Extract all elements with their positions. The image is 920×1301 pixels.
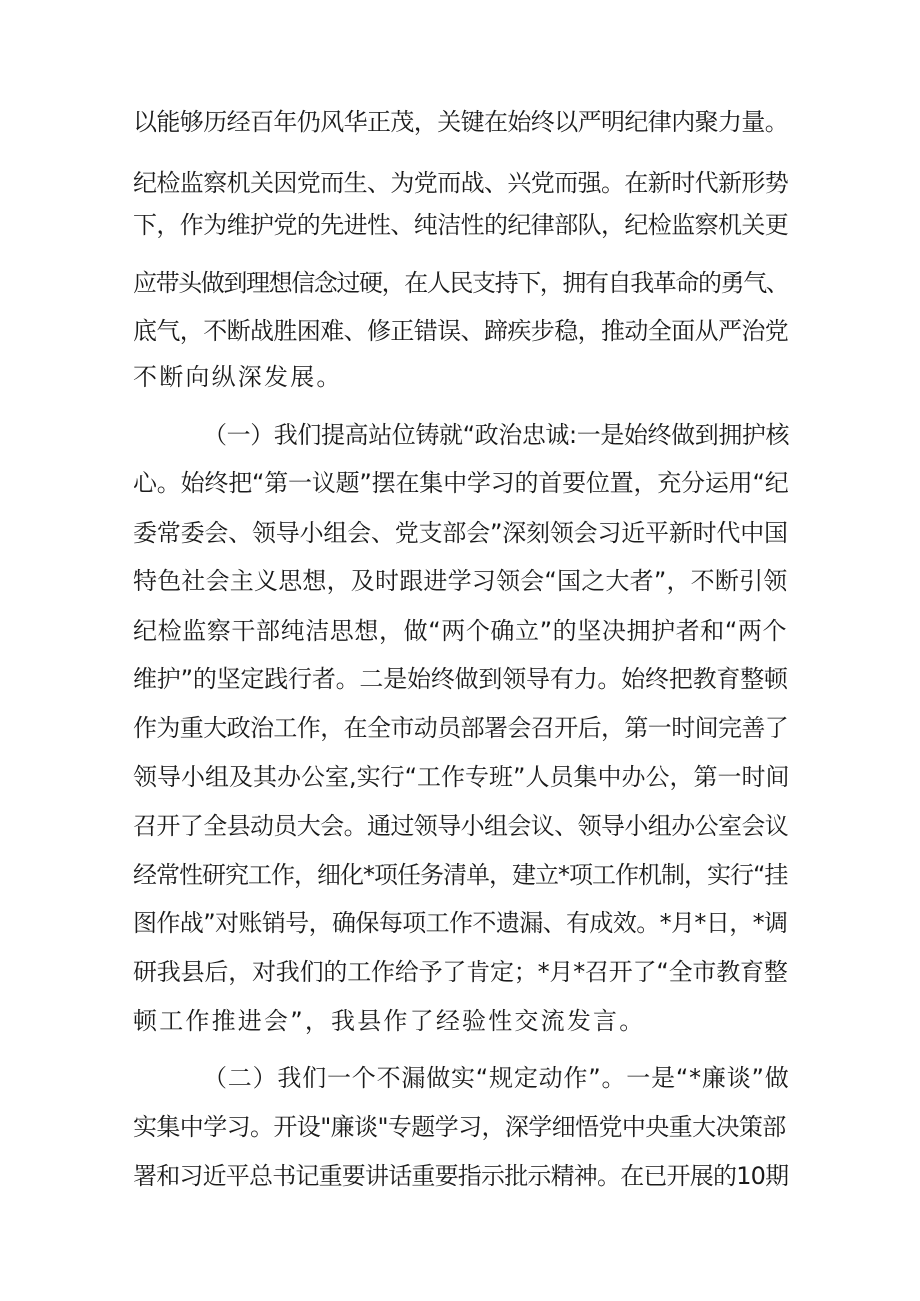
section-heading-line: （二）我们一个不漏做实“规定动作”。一是“*廉谈”做 bbox=[203, 1064, 790, 1092]
body-text-line: 委常委会、领导小组会、党支部会”深刻领会习近平新时代中国 bbox=[133, 519, 788, 547]
body-text-line: 纪检监察机关因党而生、为党而战、兴党而强。在新时代新形势 bbox=[133, 169, 789, 197]
body-text-line: 纪检监察干部纯洁思想，做“两个确立”的坚决拥护者和“两个 bbox=[133, 617, 788, 645]
body-text-line: 召开了全县动员大会。通过领导小组会议、领导小组办公室会议 bbox=[133, 812, 789, 840]
body-text-line: 图作战”对账销号，确保每项工作不遗漏、有成效。*月*日，*调 bbox=[133, 909, 788, 937]
body-text-line: 署和习近平总书记重要讲话重要指示批示精神。在已开展的10期 bbox=[133, 1162, 789, 1190]
body-text-line: 领导小组及其办公室,实行“工作专班”人员集中办公，第一时间 bbox=[133, 763, 790, 791]
body-text-line: 经常性研究工作，细化*项任务清单，建立*项工作机制，实行“挂 bbox=[133, 861, 788, 889]
body-text-line: 底气，不断战胜困难、修正错误、蹄疾步稳，推动全面从严治党 bbox=[133, 317, 789, 345]
body-text-line: 顿工作推进会”，我县作了经验性交流发言。 bbox=[133, 1007, 646, 1035]
body-text-line: 应带头做到理想信念过硬，在人民支持下，拥有自我革命的勇气、 bbox=[133, 269, 789, 297]
body-text-line: 作为重大政治工作，在全市动员部署会召开后，第一时间完善了 bbox=[133, 714, 789, 742]
section-heading-line: （一）我们提高站位铸就“政治忠诚:一是始终做到拥护核 bbox=[203, 421, 790, 449]
body-text-line: 不断向纵深发展。 bbox=[133, 363, 343, 391]
body-text-line: 下，作为维护党的先进性、纯洁性的纪律部队，纪检监察机关更 bbox=[133, 211, 789, 239]
body-text-line: 研我县后，对我们的工作给予了肯定；*月*召开了“全市教育整 bbox=[133, 958, 788, 986]
body-text-line: 心。始终把“第一议题”摆在集中学习的首要位置，充分运用“纪 bbox=[133, 469, 789, 497]
body-text-line: 维护”的坚定践行者。二是始终做到领导有力。始终把教育整顿 bbox=[133, 665, 788, 693]
body-text-line: 以能够历经百年仍风华正茂，关键在始终以严明纪律内聚力量。 bbox=[133, 108, 789, 136]
body-text-line: 特色社会主义思想，及时跟进学习领会“国之大者”，不断引领 bbox=[133, 567, 788, 595]
body-text-line: 实集中学习。开设"廉谈"专题学习，深学细悟党中央重大决策部 bbox=[133, 1113, 786, 1141]
